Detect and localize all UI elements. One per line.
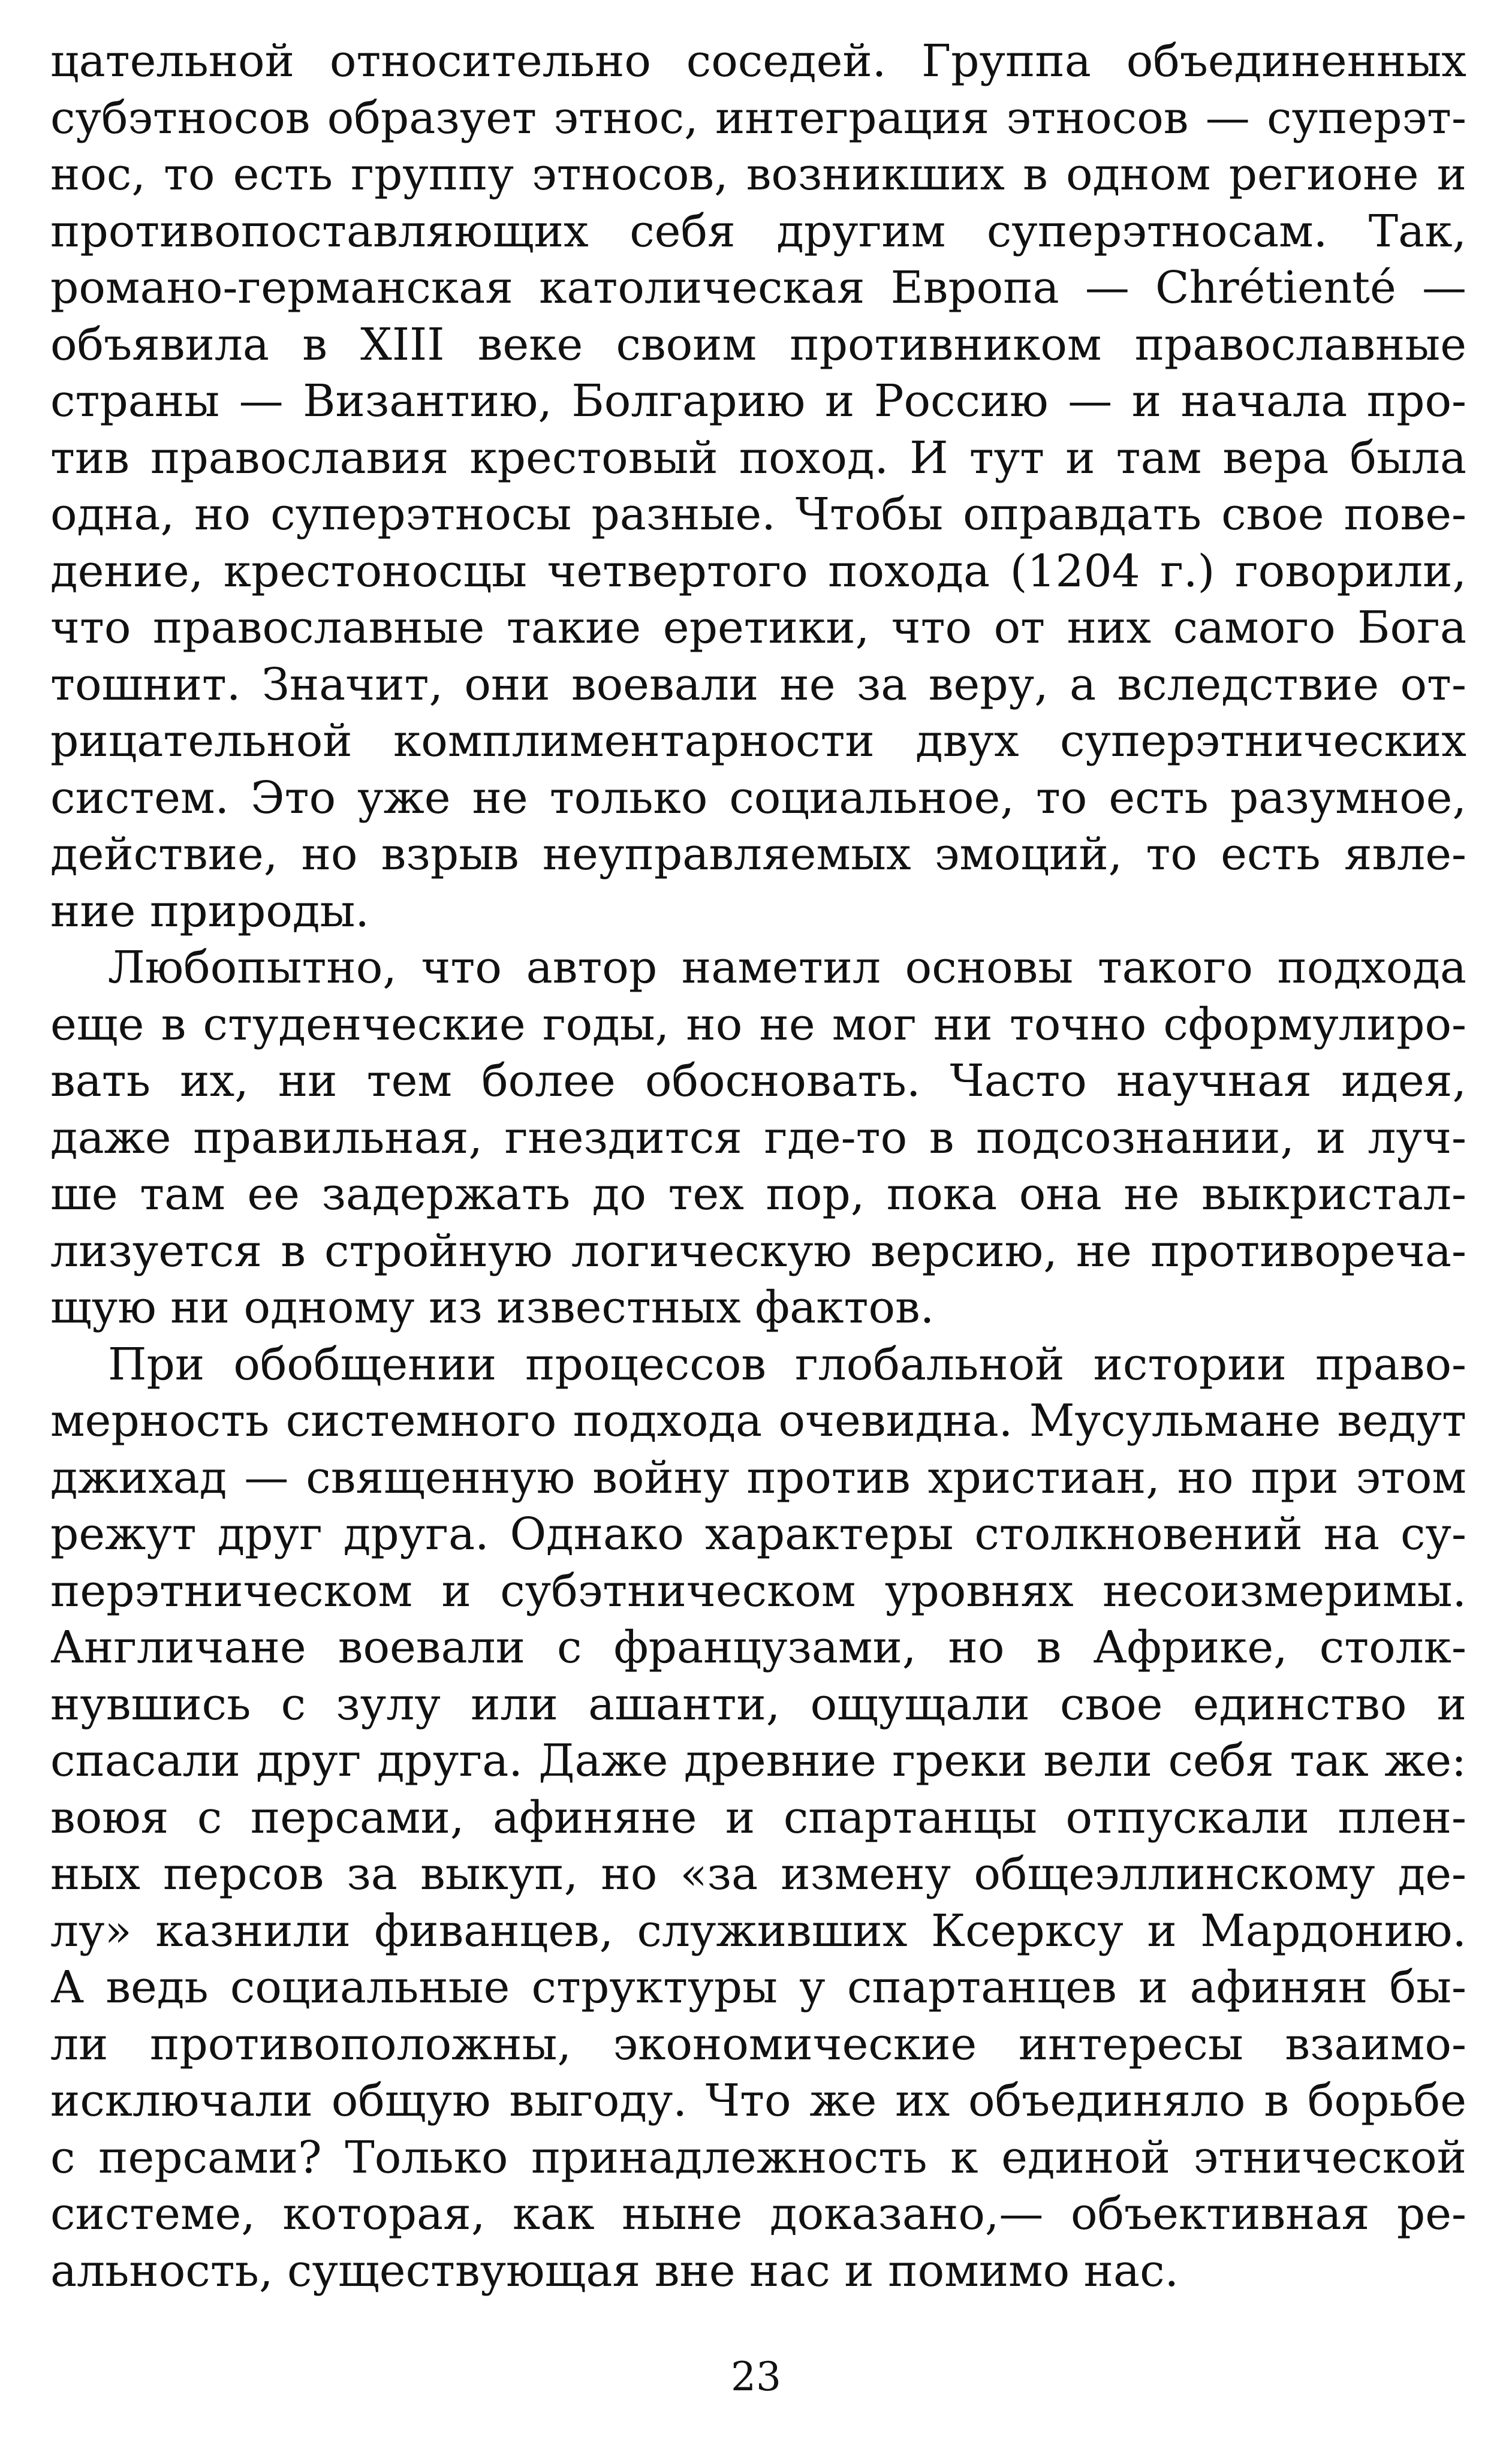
text-line: лу» казнили фиванцев, служивших Ксерксу и Мардонию. <box>50 1905 1466 1957</box>
text-line: ных персов за выкуп, но «за измену общеэллинскому де- <box>50 1848 1466 1900</box>
text-line: вать их, ни тем более обосновать. Часто научная идея, <box>50 1055 1466 1107</box>
text-line: противопоставляющих себя другим суперэтносам. Так, <box>50 205 1466 257</box>
text-line: рицательной комплиментарности двух суперэтнических <box>50 715 1466 767</box>
text-line: режут друг друга. Однако характеры столкновений на су- <box>50 1508 1466 1560</box>
text-line: страны — Византию, Болгарию и Россию — и начала про- <box>50 375 1466 427</box>
text-block <box>50 33 1466 2299</box>
text-line: тив православия крестовый поход. И тут и там вера была <box>50 432 1466 484</box>
text-line: ше там ее задержать до тех пор, пока она не выкристал- <box>50 1168 1466 1220</box>
text-line: объявила в XIII веке своим противником православные <box>50 318 1466 370</box>
page-number: 23 <box>731 2354 781 2400</box>
text-line: романо-германская католическая Европа — Chrétienté — <box>50 262 1466 314</box>
text-line: даже правильная, гнездится где-то в подсознании, и луч- <box>50 1111 1466 1164</box>
text-line: мерность системного подхода очевидна. Мусульмане ведут <box>50 1395 1466 1447</box>
text-line: При обобщении процессов глобальной истории право- <box>108 1338 1466 1390</box>
text-line: субэтносов образует этнос, интеграция этносов — суперэт- <box>50 92 1466 144</box>
text-line: еще в студенческие годы, но не мог ни точно сформулиро- <box>50 998 1466 1050</box>
text-line: цательной относительно соседей. Группа объединенных <box>50 35 1466 87</box>
text-line: систем. Это уже не только социальное, то есть разумное, <box>50 772 1466 824</box>
paragraph-1 <box>50 33 1466 939</box>
text-line: А ведь социальные структуры у спартанцев и афинян бы- <box>50 1962 1466 2013</box>
text-line: действие, но взрыв неуправляемых эмоций, то есть явле- <box>50 829 1466 880</box>
text-line: нувшись с зулу или ашанти, ощущали свое единство и <box>50 1678 1466 1730</box>
text-line: джихад — священную войну против христиан, но при этом <box>50 1451 1466 1504</box>
text-line: спасали друг друга. Даже древние греки вели себя так же: <box>50 1735 1466 1787</box>
paragraph-2 <box>50 939 1466 1336</box>
paragraph-3 <box>50 1336 1466 2300</box>
text-line: системе, которая, как ныне доказано,— объективная ре- <box>50 2188 1466 2240</box>
text-line: одна, но суперэтносы разные. Чтобы оправдать свое пове- <box>50 489 1466 540</box>
text-line: исключали общую выгоду. Что же их объединяло в борьбе <box>50 2075 1466 2126</box>
text-line: ли противоположны, экономические интересы взаимо- <box>50 2018 1466 2070</box>
text-line: ние природы. <box>50 885 369 937</box>
text-line: перэтническом и субэтническом уровнях несоизмеримы. <box>50 1565 1466 1617</box>
text-line: что православные такие еретики, что от них самого Бога <box>50 602 1466 653</box>
text-line: лизуется в стройную логическую версию, не противореча- <box>50 1225 1466 1277</box>
text-line: нос, то есть группу этносов, возникших в одном регионе и <box>50 149 1466 200</box>
text-line: Любопытно, что автор наметил основы такого подхода <box>108 942 1466 993</box>
text-line: дение, крестоносцы четвертого похода (1204 г.) говорили, <box>50 545 1466 597</box>
text-line: альность, существующая вне нас и помимо нас. <box>50 2245 1179 2297</box>
text-line: Англичане воевали с французами, но в Африке, столк- <box>50 1622 1466 1673</box>
text-line: щую ни одному из известных фактов. <box>50 1282 935 1333</box>
text-line: тошнит. Значит, они воевали не за веру, а вследствие от- <box>50 658 1466 710</box>
text-line: воюя с персами, афиняне и спартанцы отпускали плен- <box>50 1791 1466 1844</box>
text-line: с персами? Только принадлежность к единой этнической <box>50 2131 1466 2183</box>
